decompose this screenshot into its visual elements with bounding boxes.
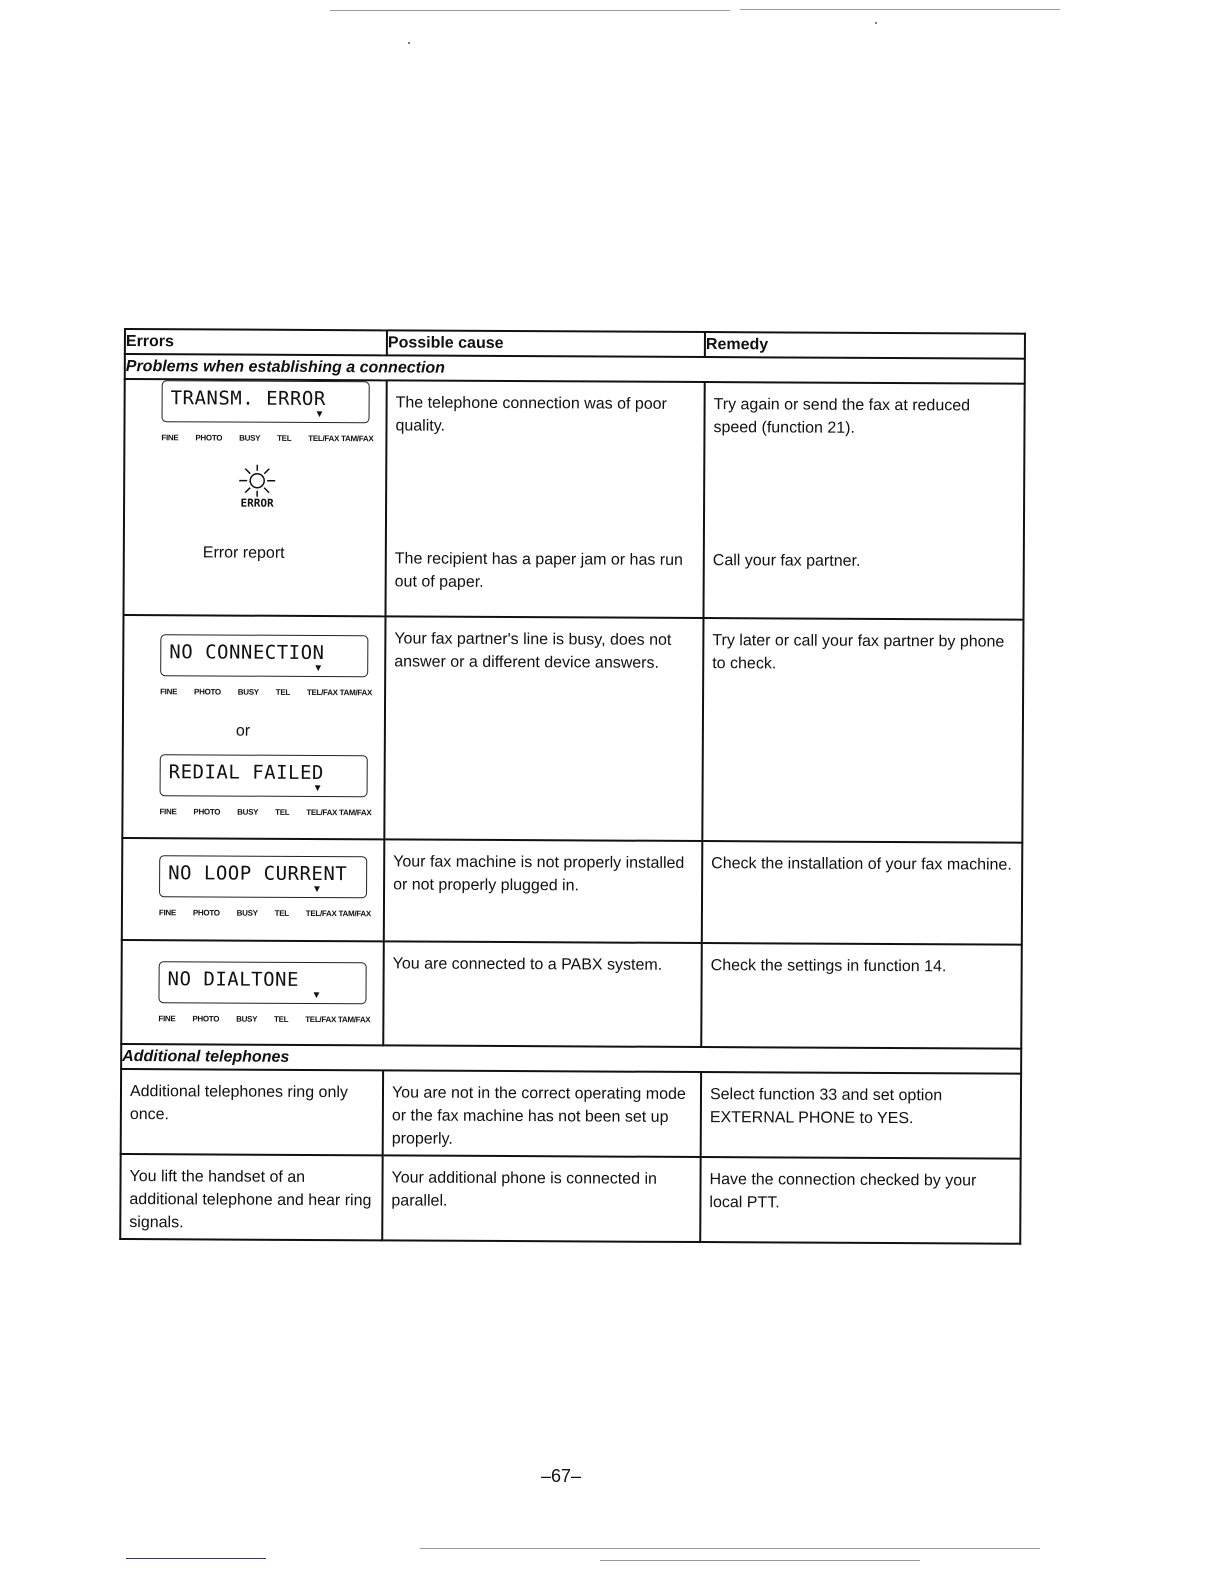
status-label: PHOTO (192, 908, 220, 918)
cause-cell (382, 1155, 700, 1242)
table-row (122, 838, 1023, 945)
scan-speck (875, 22, 877, 24)
status-label: TEL/FAX TAM/FAX (306, 687, 373, 698)
status-label: BUSY (237, 807, 259, 817)
page-number: –67– (541, 1466, 582, 1486)
lcd-arrow-icon: ▼ (312, 782, 323, 795)
cause-text: Your fax partner's line is busy, does not answer or a different device answers. (394, 630, 672, 672)
troubleshooting-table (119, 328, 1026, 1245)
status-label: FINE (159, 807, 177, 817)
remedy-text: Check the settings in function 14. (710, 957, 947, 976)
lcd-display-text: REDIAL FAILED (168, 761, 324, 785)
lcd-status-labels (158, 1007, 370, 1031)
remedy-cell (702, 841, 1023, 945)
status-label: BUSY (237, 687, 259, 697)
status-label: TEL (277, 433, 292, 443)
remedy-cell (701, 1072, 1021, 1159)
header-remedy: Remedy (705, 332, 1025, 359)
scan-artifact-top (330, 10, 730, 11)
cause-cell (384, 839, 703, 943)
remedy-text: Have the connection checked by your local PTT. (709, 1171, 977, 1212)
error-text: Additional telephones ring only once. (129, 1083, 348, 1124)
cause-cell (385, 380, 704, 618)
status-label: TEL/FAX TAM/FAX (308, 433, 374, 444)
error-cell (122, 615, 385, 839)
status-label: BUSY (239, 433, 261, 443)
status-label: PHOTO (195, 433, 223, 443)
table-row (123, 379, 1024, 620)
status-label: FINE (158, 908, 176, 918)
status-label: TEL (274, 1014, 289, 1024)
remedy-cell (702, 618, 1023, 843)
lcd-status-labels (161, 426, 373, 450)
lcd-display (158, 961, 366, 1004)
error-cell (121, 1069, 383, 1155)
status-label: BUSY (236, 1014, 258, 1024)
status-label: TEL (275, 687, 291, 697)
status-label: TEL/FAX TAM/FAX (305, 1014, 371, 1025)
header-errors: Errors (125, 329, 387, 355)
cause-text: Your fax machine is not properly installed or not properly plugged in. (393, 853, 685, 895)
remedy-text: Select function 33 and set option EXTERNAL PHONE to YES. (709, 1086, 943, 1128)
lcd-arrow-icon: ▼ (313, 662, 324, 675)
lcd-display-text: NO DIALTONE (167, 968, 299, 991)
cause-text: You are connected to a PABX system. (392, 955, 663, 974)
lcd-arrow-icon: ▼ (312, 883, 322, 896)
status-label: TEL (275, 807, 290, 817)
blinking-lamp-icon (235, 464, 279, 498)
lcd-display (160, 634, 368, 677)
error-report-caption: Error report (202, 544, 285, 562)
lcd-status-labels (159, 901, 371, 925)
status-label: PHOTO (194, 687, 221, 697)
lcd-display (159, 855, 367, 898)
bottom-rule (126, 1558, 266, 1559)
section-title-additional-telephones: Additional telephones (121, 1044, 1021, 1074)
status-label: PHOTO (193, 807, 221, 817)
error-cell (121, 940, 384, 1045)
cause-text: Your additional phone is connected in parallel. (391, 1169, 657, 1210)
section-title-connection: Problems when establishing a connection (125, 354, 1025, 384)
scan-artifact-bottom (420, 1548, 1040, 1549)
status-label: TEL/FAX TAM/FAX (306, 807, 372, 818)
lcd-display (162, 380, 370, 423)
remedy-text: Try later or call your fax partner by phone to check. (712, 632, 1005, 673)
status-label: TEL/FAX TAM/FAX (305, 908, 371, 919)
error-lamp (227, 464, 287, 510)
scan-speck (408, 42, 410, 44)
lcd-display (160, 754, 368, 797)
lcd-status-labels (160, 680, 372, 704)
status-label: PHOTO (192, 1014, 220, 1024)
status-label: FINE (160, 687, 178, 697)
remedy-cell (703, 382, 1024, 620)
status-label: FINE (161, 433, 179, 443)
table-row (120, 1154, 1020, 1244)
cause-text: You are not in the correct operating mode or the fax machine has not been set up properly. (391, 1084, 686, 1148)
cause-text: The recipient has a paper jam or has run out of paper. (394, 550, 683, 591)
lcd-status-labels (159, 800, 371, 838)
cause-cell (384, 616, 703, 841)
remedy-text: Call your fax partner. (712, 552, 861, 570)
cause-text: The telephone connection was of poor quality. (395, 394, 667, 435)
status-label: FINE (158, 1014, 176, 1024)
status-label: TEL (274, 908, 289, 918)
remedy-text: Try again or send the fax at reduced speed (function 21). (713, 396, 971, 437)
scan-artifact-top-2 (740, 9, 1060, 10)
or-separator: or (235, 722, 251, 740)
remedy-cell (701, 943, 1022, 1049)
lcd-display-text: NO CONNECTION (169, 641, 325, 665)
lcd-display-text: NO LOOP CURRENT (168, 862, 348, 886)
cause-cell (383, 1070, 701, 1157)
error-lamp-label: ERROR (240, 496, 274, 510)
error-cell (120, 1154, 382, 1240)
remedy-cell (700, 1157, 1020, 1244)
table-row (122, 615, 1023, 843)
header-possible-cause: Possible cause (387, 330, 705, 357)
error-text: You lift the handset of an additional telephone and hear ring signals. (129, 1168, 372, 1232)
cause-cell (383, 941, 702, 1047)
remedy-text: Check the installation of your fax machine. (711, 855, 1012, 874)
error-cell (122, 838, 385, 941)
lcd-arrow-icon: ▼ (314, 408, 325, 421)
error-cell (123, 379, 386, 616)
scan-artifact-bottom-2 (600, 1560, 920, 1561)
lcd-arrow-icon: ▼ (311, 989, 322, 1002)
lcd-display-text: TRANSM. ERROR (170, 387, 326, 411)
status-label: BUSY (236, 908, 258, 918)
table-row (121, 1069, 1021, 1159)
table-row (121, 940, 1022, 1049)
